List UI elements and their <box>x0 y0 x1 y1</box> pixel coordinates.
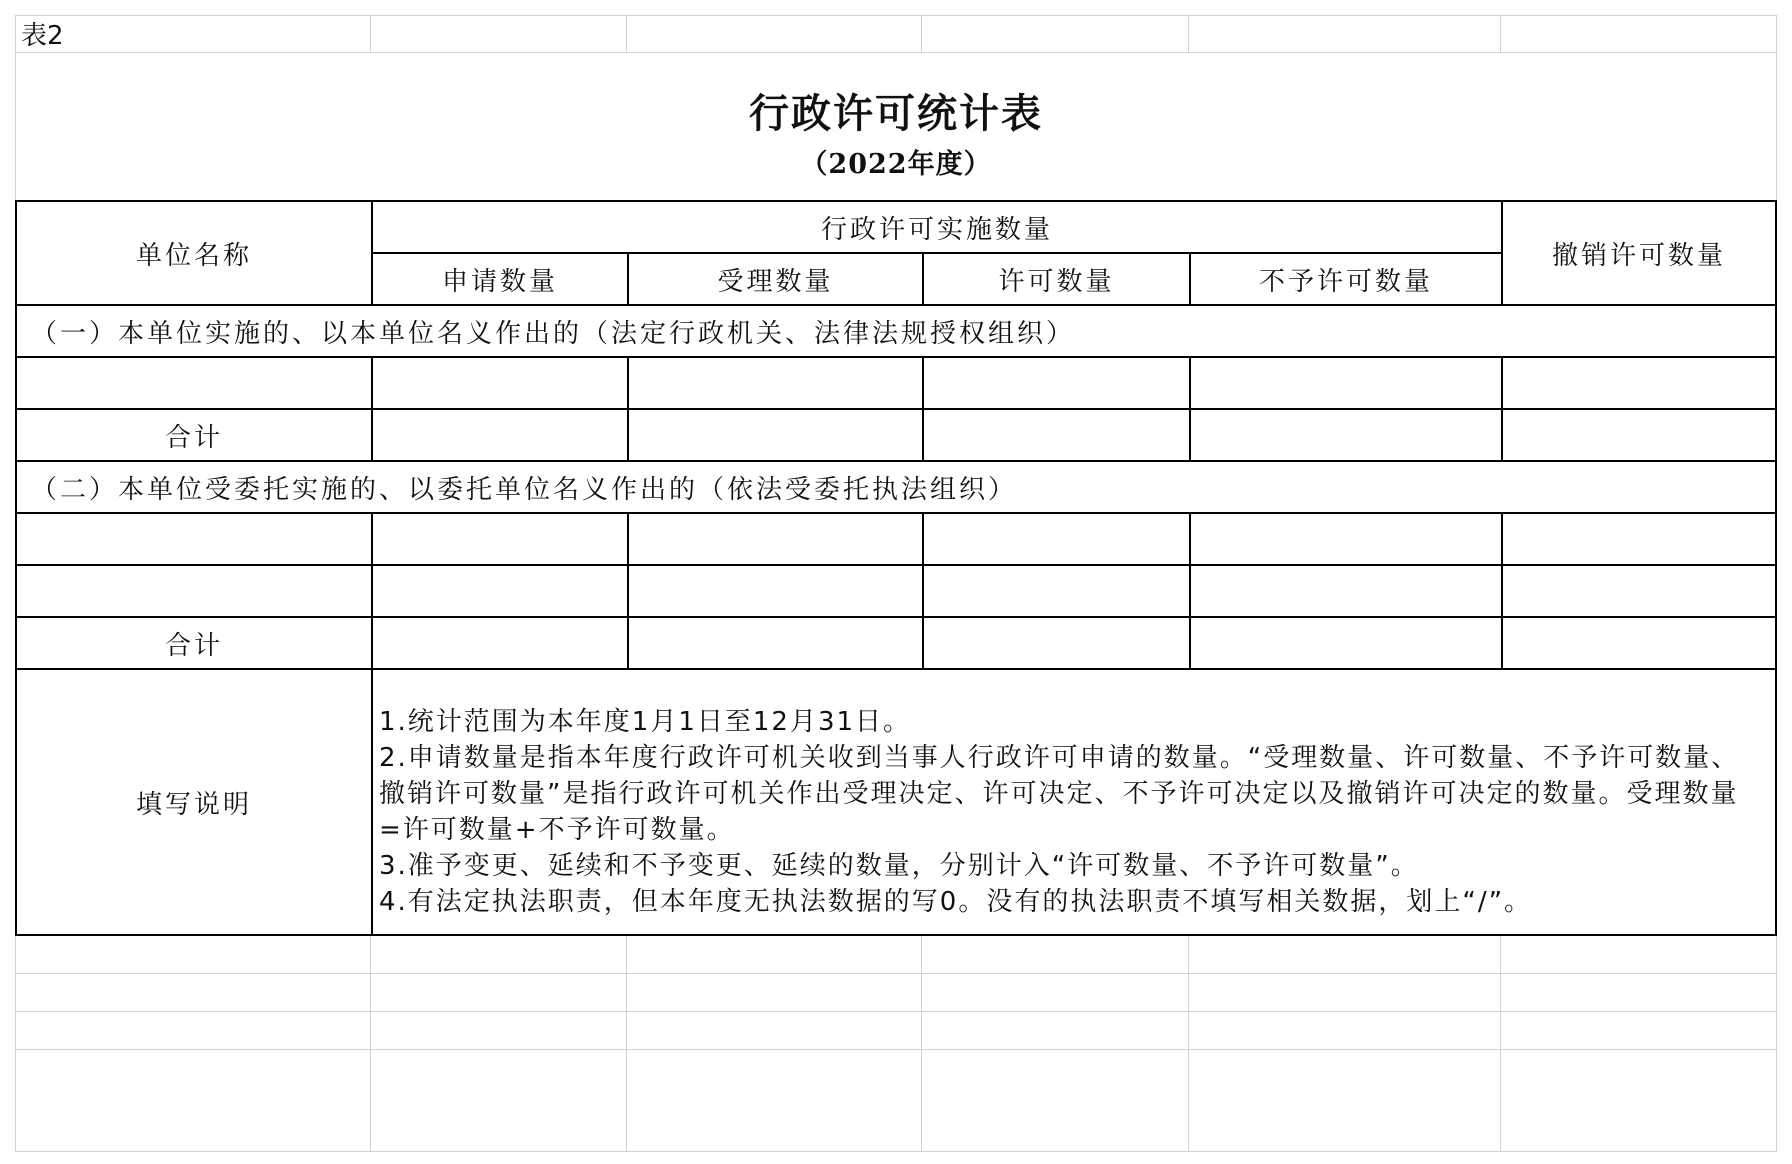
data-cell[interactable] <box>922 356 1191 410</box>
data-cell[interactable] <box>922 512 1191 566</box>
header-unit-name[interactable]: 单位名称 <box>15 200 373 306</box>
data-cell[interactable] <box>627 564 924 618</box>
grid-cell[interactable] <box>15 936 371 974</box>
header-apply[interactable]: 申请数量 <box>371 252 629 306</box>
header-impl-group[interactable]: 行政许可实施数量 <box>371 200 1503 254</box>
data-cell[interactable] <box>922 616 1191 670</box>
grid-cell[interactable] <box>1501 15 1777 53</box>
data-cell[interactable] <box>371 512 629 566</box>
grid-cell[interactable] <box>15 1012 371 1050</box>
data-cell[interactable] <box>371 408 629 462</box>
data-cell[interactable] <box>1501 408 1777 462</box>
grid-cell[interactable] <box>627 15 922 53</box>
grid-cell[interactable] <box>1189 1050 1501 1152</box>
page-title: 行政许可统计表 <box>749 89 1043 137</box>
data-cell[interactable] <box>1501 616 1777 670</box>
data-cell[interactable] <box>627 356 924 410</box>
notes-line-1: 1.统计范围为本年度1月1日至12月31日。 <box>379 707 912 737</box>
data-cell[interactable] <box>922 564 1191 618</box>
data-cell[interactable] <box>922 408 1191 462</box>
notes-content[interactable] <box>371 668 1777 936</box>
header-accept[interactable]: 受理数量 <box>627 252 924 306</box>
data-cell[interactable] <box>627 616 924 670</box>
grid-cell[interactable] <box>922 1050 1189 1152</box>
data-cell[interactable] <box>371 616 629 670</box>
data-cell[interactable] <box>15 356 373 410</box>
header-deny[interactable]: 不予许可数量 <box>1189 252 1503 306</box>
grid-cell[interactable] <box>15 974 371 1012</box>
data-cell[interactable] <box>1501 564 1777 618</box>
grid-cell[interactable] <box>1189 936 1501 974</box>
grid-cell[interactable] <box>627 974 922 1012</box>
grid-cell[interactable] <box>371 1050 627 1152</box>
section1-total-label[interactable]: 合计 <box>15 408 373 462</box>
data-cell[interactable] <box>371 356 629 410</box>
notes-line-3: 3.准予变更、延续和不予变更、延续的数量，分别计入“许可数量、不予许可数量”。 <box>379 851 1419 881</box>
sheet-label[interactable]: 表2 <box>15 15 371 53</box>
grid-cell[interactable] <box>922 15 1189 53</box>
header-revoke[interactable]: 撤销许可数量 <box>1501 200 1777 306</box>
notes-line-4: 4.有法定执法职责，但本年度无执法数据的写0。没有的执法职责不填写相关数据，划上“/”。 <box>379 887 1533 917</box>
data-cell[interactable] <box>1189 356 1503 410</box>
grid-cell[interactable] <box>1501 1050 1777 1152</box>
data-cell[interactable] <box>1189 616 1503 670</box>
grid-cell[interactable] <box>15 1050 371 1152</box>
grid-cell[interactable] <box>627 1050 922 1152</box>
grid-cell[interactable] <box>1501 1012 1777 1050</box>
data-cell[interactable] <box>1189 512 1503 566</box>
data-cell[interactable] <box>1189 408 1503 462</box>
grid-cell[interactable] <box>627 936 922 974</box>
section2-label[interactable]: （二）本单位受委托实施的、以委托单位名义作出的（依法受委托执法组织） <box>15 460 1777 514</box>
grid-cell[interactable] <box>922 1012 1189 1050</box>
notes-line-2: 2.申请数量是指本年度行政许可机关收到当事人行政许可申请的数量。“受理数量、许可数量、不予许可数量、撤销许可数量”是指行政许可机关作出受理决定、许可决定、不予许可决定以及撤销许可决定的数量。受理数量=许可数量+不予许可数量。 <box>379 743 1740 845</box>
grid-cell[interactable] <box>1189 1012 1501 1050</box>
grid-cell[interactable] <box>922 936 1189 974</box>
grid-cell[interactable] <box>371 974 627 1012</box>
grid-cell[interactable] <box>1189 974 1501 1012</box>
data-cell[interactable] <box>1501 512 1777 566</box>
data-cell[interactable] <box>371 564 629 618</box>
section1-label[interactable]: （一）本单位实施的、以本单位名义作出的（法定行政机关、法律法规授权组织） <box>15 304 1777 358</box>
section2-total-label[interactable]: 合计 <box>15 616 373 670</box>
data-cell[interactable] <box>15 512 373 566</box>
grid-cell[interactable] <box>627 1012 922 1050</box>
grid-cell[interactable] <box>371 936 627 974</box>
data-cell[interactable] <box>1501 356 1777 410</box>
data-cell[interactable] <box>627 408 924 462</box>
data-cell[interactable] <box>15 564 373 618</box>
data-cell[interactable] <box>1189 564 1503 618</box>
data-cell[interactable] <box>627 512 924 566</box>
grid-cell[interactable] <box>1189 15 1501 53</box>
page-subtitle: （2022年度） <box>800 148 992 180</box>
grid-cell[interactable] <box>1501 974 1777 1012</box>
grid-cell[interactable] <box>371 1012 627 1050</box>
grid-cell[interactable] <box>1501 936 1777 974</box>
header-permit[interactable]: 许可数量 <box>922 252 1191 306</box>
grid-cell[interactable] <box>371 15 627 53</box>
notes-label[interactable]: 填写说明 <box>15 668 373 936</box>
grid-cell[interactable] <box>922 974 1189 1012</box>
